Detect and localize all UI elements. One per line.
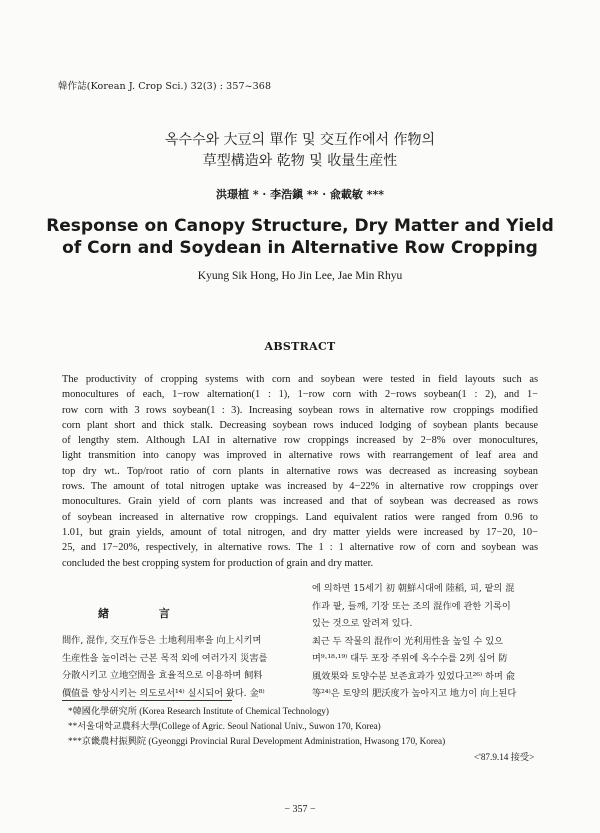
- footnotes: [68, 704, 445, 749]
- english-title-line-1: Response on Canopy Structure, Dry Matter and Yield: [46, 216, 554, 236]
- abstract-line: of soybean increased in alternative row croppings. Land equivalent ratios were ranged from 0.96 to: [62, 511, 538, 523]
- introduction-heading: [98, 605, 248, 621]
- body-line: 최근 두 작물의 混作이 光利用性을 높일 수 있으: [312, 635, 503, 647]
- abstract-line: rows. The amount of total nitrogen uptake was increased by 4−22% in alternative row croppings over: [62, 481, 538, 493]
- introduction-left-column: [62, 632, 298, 702]
- body-line: 價值를 향상시키는 의도로서¹⁴⁾ 실시되어 왔다. 金⁸⁾: [62, 687, 265, 699]
- abstract-heading: ABSTRACT: [264, 340, 336, 353]
- english-authors: Kyung Sik Hong, Ho Jin Lee, Jae Min Rhyu: [197, 270, 403, 282]
- korean-authors: 洪璟植 * · 李浩鎭 ** · 兪載敏 ***: [216, 188, 384, 201]
- journal-reference: 韓作誌(Korean J. Crop Sci.) 32(3) : 357~368: [58, 81, 272, 92]
- received-date: <'87.9.14 接受>: [474, 752, 535, 762]
- body-line: 間作, 混作, 交互作등은 土地利用率을 向上시키며: [62, 635, 262, 646]
- body-line: 分散시키고 立地空間을 효율적으로 이용하며 飼料: [62, 670, 263, 681]
- abstract-line: 1.01, but grain yields, amount of total nitrogen, and dry matter yields were increased by 17−20, 10−: [62, 526, 538, 538]
- korean-title-line-1: 옥수수와 大豆의 單作 및 交互作에서 作物의: [165, 132, 435, 148]
- body-line: 에 의하면 15세기 初 朝鮮시대에 陸稻, 피, 팥의 混: [312, 583, 515, 594]
- english-title-line-2: of Corn and Soydean in Alternative Row Cropping: [62, 238, 538, 258]
- abstract-line: light transmition into canopy was improved in alternative rows with rearrangement of leaf area and: [62, 450, 538, 462]
- page-number: − 357 −: [284, 804, 316, 815]
- footnote: **서울대학교農科大學(College of Agric. Seoul National Univ., Suwon 170, Korea): [68, 721, 381, 731]
- body-line: 作과 팥, 들깨, 기장 또는 조의 混作에 관한 기록이: [312, 600, 511, 612]
- abstract-line: monocultures of each, 1−row alternation(1 : 1), 1−row corn with 2−rows soybean(1 : 2), and 1−: [62, 389, 538, 401]
- intro-heading-char-2: 言: [158, 607, 170, 620]
- abstract-line: The productivity of cropping systems with corn and soybean were tested in field layouts such as: [62, 374, 538, 385]
- body-line: 風效果와 토양수분 보존효과가 있었다고²⁶⁾ 하며 兪: [312, 670, 515, 682]
- footnote: *韓國化學硏究所 (Korea Research Institute of Chemical Technology): [68, 706, 329, 716]
- footnote: ***京畿農村振興院 (Gyeonggi Provincial Rural Development Administration, Hwasong 170, Korea): [68, 736, 446, 746]
- intro-heading-char-1: 緖: [98, 607, 109, 620]
- footnote-divider: [62, 700, 232, 701]
- abstract-line: top dry wt.. Top/root ratio of corn plants in alternative rows was decreased as increasing soybean: [62, 465, 538, 477]
- introduction-right-column: [312, 580, 540, 703]
- abstract-line: corn plant short and thick stalk. Decreasing soybean rows induced lodging of soybean plants because: [62, 419, 538, 431]
- body-line: 等²⁴⁾은 토양의 肥沃度가 높아지고 地力이 向上된다: [312, 688, 517, 699]
- abstract-line: concluded the best cropping system for production of grain and dry matter.: [62, 557, 374, 569]
- abstract-line: 25, and 17−20%, respectively, in alternative rows. The 1 : 1 alternative row of corn and soybean was: [62, 542, 538, 554]
- body-line: 있는 것으로 알려져 있다.: [312, 618, 413, 629]
- abstract-body: [62, 372, 538, 571]
- abstract-line: row corn with 3 rows soybean(1 : 3). Increasing soybean rows in alternative row croppings modified: [62, 404, 538, 416]
- abstract-line: monocultures. Grain yield of corn plants was increased and that of soybean was decreased as rows: [62, 496, 538, 508]
- korean-title-line-2: 草型構造와 乾物 및 收量生産性: [202, 153, 398, 169]
- body-line: 며⁹·¹⁸·¹⁹⁾ 대두 포장 주위에 옥수수를 2列 심어 防: [312, 653, 508, 664]
- body-line: 生産性을 높이려는 근본 목적 외에 여러가지 災害를: [62, 652, 268, 664]
- abstract-line: of lengthy stem. Although LAI in alternative row croppings increased by 2−8% over monocultures,: [62, 435, 538, 447]
